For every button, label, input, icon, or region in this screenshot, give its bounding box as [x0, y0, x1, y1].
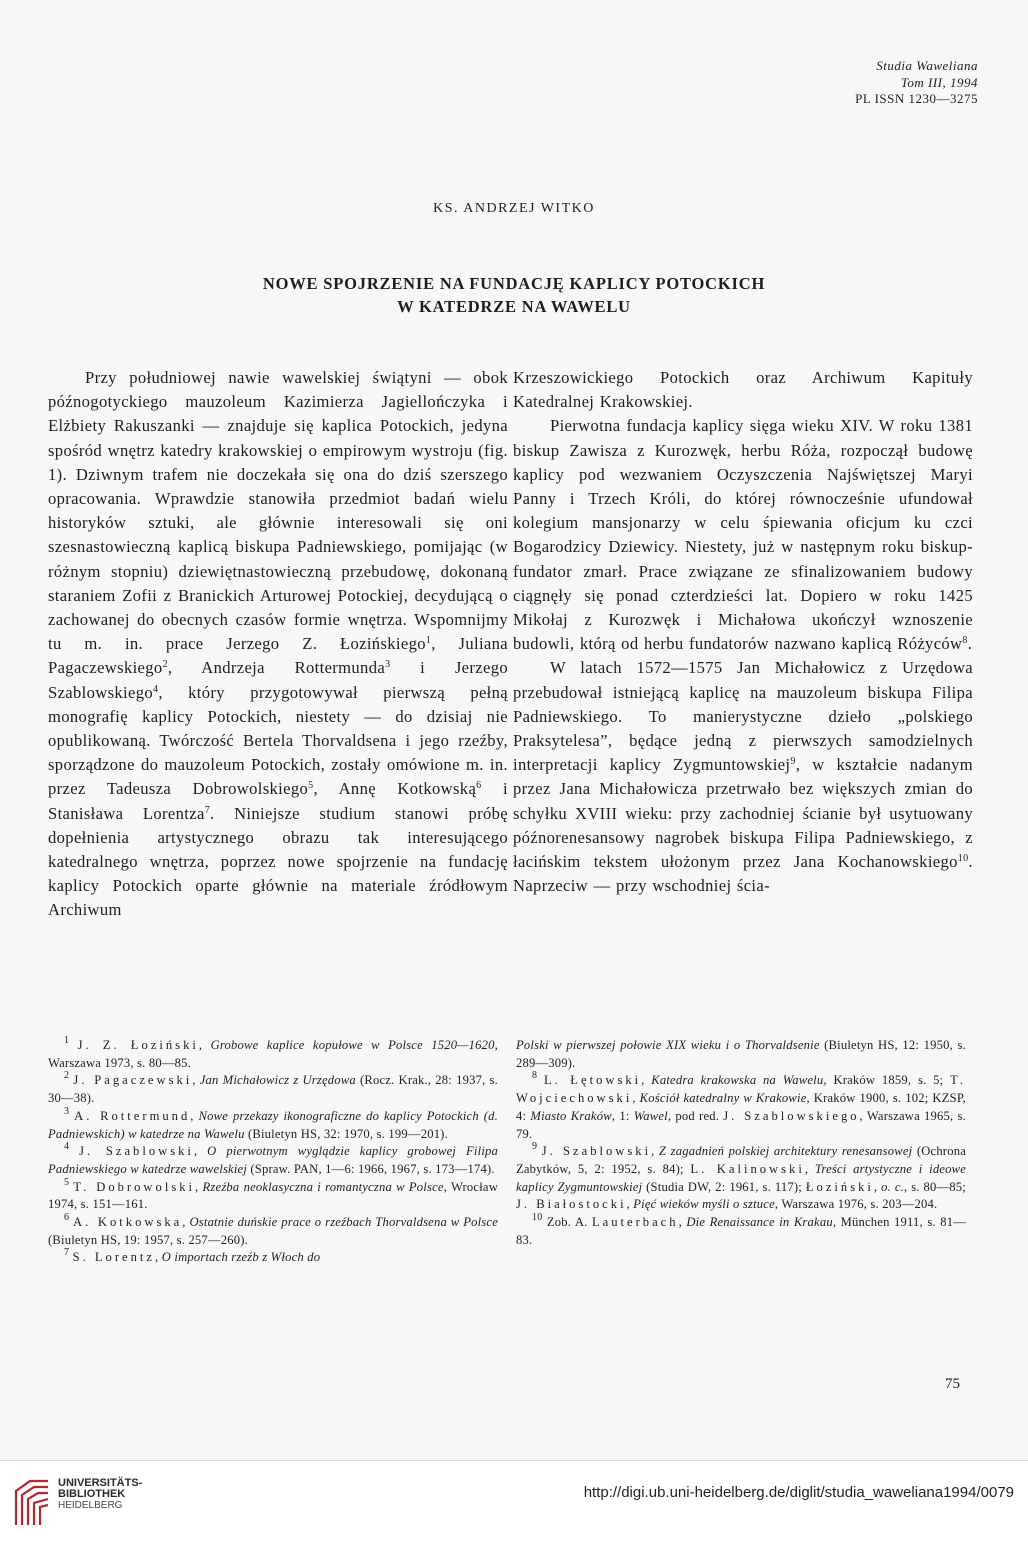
footnote: $^5$ T. Dobrowolski, Rzeźba neoklasyczna i romantyczna w Polsce, Wrocław 1974, s. 151—161. [48, 1176, 498, 1212]
viewer-footer [0, 1460, 1028, 1544]
journal-issn: PL ISSN 1230—3275 [855, 91, 978, 106]
footnote-ref[interactable]: 3 [385, 659, 391, 671]
article-title-line-1: NOWE SPOJRZENIE NA FUNDACJĘ KAPLICY POTOCKICH [262, 274, 766, 293]
footnote-ref[interactable]: 5 [308, 780, 314, 792]
footnote: Polski w pierwszej połowie XIX wieku i o Thorvaldsenie (Biuletyn HS, 12: 1950, s. 289—309). [516, 1038, 966, 1070]
body-column-left [48, 366, 508, 923]
journal-header [855, 58, 978, 108]
footnotes-column-right [516, 1037, 966, 1249]
library-name: UNIVERSITÄTS- BIBLIOTHEK HEIDELBERG [58, 1477, 143, 1511]
page-number: 75 [945, 1376, 960, 1392]
footnote: $^7$ S. Lorentz, O importach rzeźb z Włoch do [64, 1247, 321, 1265]
article-title-line-2: W KATEDRZE NA WAWELU [397, 297, 631, 316]
footnote: $^2$ J. Pagaczewski, Jan Michałowicz z Urzędowa (Rocz. Krak., 28: 1937, s. 30—38). [48, 1070, 498, 1106]
footnote: $^{10}$ Zob. A. Lauterbach, Die Renaissance in Krakau, München 1911, s. 81—83. [516, 1212, 966, 1247]
footnote-ref[interactable]: 2 [162, 659, 168, 671]
footnote: $^8$ L. Łętowski, Katedra krakowska na Wawelu, Kraków 1859, s. 5; T. Wojciechowski, Kościół katedralny w Krakowie, Kraków 1900, s. 102; KZSP, 4: Miasto Kraków, 1: Wawel, pod red. J. Szablowskiego, Warszawa 1965, s. 79. [516, 1070, 967, 1141]
footnote-ref[interactable]: 8 [962, 635, 968, 647]
journal-volume: Tom III, 1994 [900, 74, 978, 90]
journal-name: Studia Waweliana [876, 58, 978, 73]
footnote: $^3$ A. Rottermund, Nowe przekazy ikonograficzne do kaplicy Potockich (d. Padniewskich) w katedrze na Wawelu (Biuletyn HS, 32: 1970, s. 199—201). [48, 1105, 498, 1141]
footnote-ref[interactable]: 4 [153, 683, 159, 695]
footnote: $^9$ J. Szablowski, Z zagadnień polskiej architektury renesansowej (Ochrona Zabytków, 5, 2: 1952, s. 84); L. Kalinowski, Treści artystyczne i ideowe kaplicy Zygmuntowskiej (Studia DW, 2: 1961, s. 117); Łoziński, o. c., s. 80—85; J. Białostocki, Pięć wieków myśli o sztuce, Warszawa 1976, s. 203—204. [516, 1141, 967, 1212]
body-paragraph: Przy południowej nawie wawelskiej świątyni — obok późnogotyckiego mauzoleum Kazimierza Jagiellończyka i Elżbiety Rakuszanki — znajduje się kaplica Potockich, jedyna spośród wnętrz katedry krakowskiej o empirowym wystroju (fig. 1). Dziwnym trafem nie doczekała się ona do dziś szerszego opracowania. Wprawdzie stanowiła przedmiot badań wielu historyków sztuki, ale głównie interesowali się oni szesnastowieczną kaplicą biskupa Padniewskiego, pomijając (w różnym stopniu) dziewiętnastowieczną przebudowę, dokonaną staraniem Zofii z Branickich Arturowej Potockiej, decydującą o zachowanej do obecnych czasów formie wnętrza. Wspomnijmy tu m. in. prace Jerzego Z. Łozińskiego$^1$, Juliana Pagaczewskiego$^2$, Andrzeja Rottermunda$^3$ i Jerzego Szablowskiego$^4$, który przygotowywał pierwszą pełną monografię kaplicy Potockich, niestety — do dzisiaj nie opublikowaną. Twórczość Bertela Thorvaldsena i jego rzeźby, sporządzone do mauzoleum Potockich, zostały omówione m. in. przez Tadeusza Dobrowolskiego$^5$, Annę Kotkowską$^6$ i Stanisława Lorentza$^7$. Niniejsze studium stanowi próbę dopełnienia artystycznego obrazu tak interesującego katedralnego wnętrza, poprzez nowe spojrzenie na fundację kaplicy Potockich oparte głównie na materiale źródłowym Archiwum [48, 368, 508, 920]
footnote-ref[interactable]: 9 [790, 756, 796, 768]
footnote-ref[interactable]: 7 [204, 804, 211, 816]
body-paragraph: Krzeszowickiego Potockich oraz Archiwum Kapituły Katedralnej Krakowskiej. [513, 368, 973, 412]
footnote: $^4$ J. Szablowski, O pierwotnym wyglądzie kaplicy grobowej Filipa Padniewskiego w katedrze wawelskiej (Spraw. PAN, 1—6: 1966, 1967, s. 173—174). [48, 1141, 499, 1176]
body-paragraph: W latach 1572—1575 Jan Michałowicz z Urzędowa przebudował istniejącą kaplicę na mauzoleum biskupa Filipa Padniewskiego. To manierystyczne dzieło „polskiego Praksytelesa”, będące jedną z pierwszych samodzielnych interpretacji kaplicy Zygmuntowskiej$^9$, w kształcie nadanym przez Jana Michałowicza przetrwało bez większych zmian do schyłku XVIII wieku: przy zachodniej ścianie był usytuowany późnorenesansowy nagrobek biskupa Filipa Padniewskiego, z łacińskim tekstem ułożonym przez Jana Kochanowskiego$^{10}$. Naprzeciw — przy wschodniej ścia- [513, 658, 973, 896]
footnote-ref[interactable]: 10 [957, 853, 969, 865]
footnotes-column-left [48, 1037, 498, 1267]
body-paragraph: Pierwotna fundacja kaplicy sięga wieku XIV. W roku 1381 biskup Zawisza z Kurozwęk, herbu Róża, rozpoczął budowę kaplicy pod wezwaniem Oczyszczenia Najświętszej Maryi Panny i Trzech Króli, do której równocześnie ufundował kolegium mansjonarzy w celu śpiewania oficjum ku czci Bogarodzicy Dziewicy. Niestety, już w następnym roku biskup-fundator zmarł. Prace związane ze sfinalizowaniem budowy ciągnęły się ponad czterdzieści lat. Dopiero w roku 1425 Mikołaj z Kurozwęk i Michałowa ukończył wznoszenie budowli, którą od herbu fundatorów nazwano kaplicą Różyców$^8$. [513, 416, 973, 654]
footnote-ref[interactable]: 1 [425, 635, 432, 647]
footnote: $^1$ J. Z. Łoziński, Grobowe kaplice kopułowe w Polsce 1520—1620, Warszawa 1973, s. 80—85. [48, 1035, 498, 1070]
document-url-link[interactable]: http://digi.ub.uni-heidelberg.de/diglit/studia_waweliana1994/0079 [583, 1484, 1014, 1501]
article-title [120, 272, 908, 318]
footnote: $^6$ A. Kotkowska, Ostatnie duńskie prace o rzeźbach Thorvaldsena w Polsce (Biuletyn HS, 19: 1957, s. 257—260). [48, 1212, 498, 1247]
article-author: KS. ANDRZEJ WITKO [433, 201, 595, 216]
body-column-right [513, 366, 973, 898]
university-library-logo-icon [12, 1477, 52, 1529]
footnote-ref[interactable]: 6 [476, 780, 482, 792]
